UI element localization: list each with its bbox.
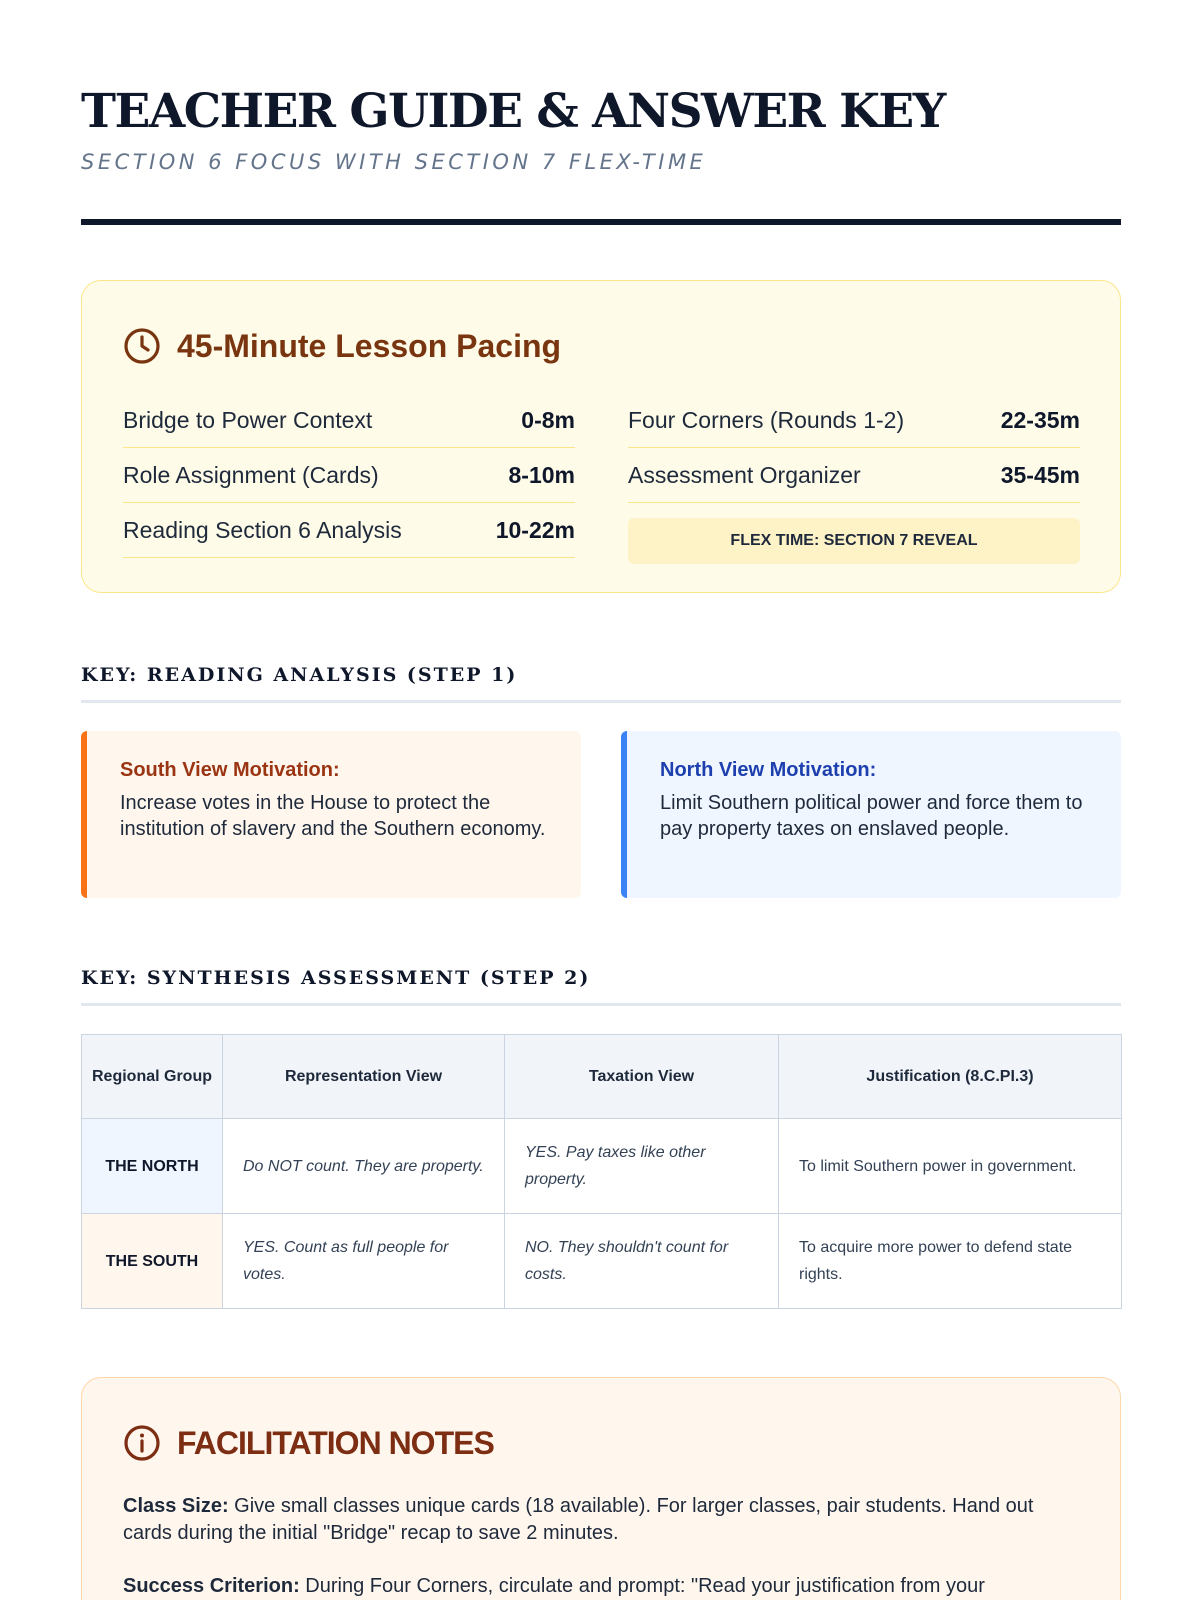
- note-text: During Four Corners, circulate and prompt: "Read your justification from your: [299, 1575, 985, 1597]
- north-motivation-text: Limit Southern political power and force them to pay property taxes on enslaved people.: [660, 792, 1083, 840]
- south-motivation-title: South View Motivation:: [120, 759, 340, 781]
- justification-cell: To limit Southern power in government.: [779, 1119, 1122, 1214]
- table-row: [82, 1119, 1122, 1214]
- notes-header: [123, 1424, 494, 1462]
- pacing-time: 22-35m: [1000, 406, 1080, 433]
- note-label: Success Criterion:: [123, 1575, 300, 1597]
- pacing-row: [123, 393, 575, 448]
- column-header: Taxation View: [505, 1035, 779, 1119]
- facilitation-notes-card: [81, 1377, 1121, 1600]
- column-header: Representation View: [223, 1035, 505, 1119]
- page-subtitle: SECTION 6 FOCUS WITH SECTION 7 FLEX-TIME: [81, 150, 707, 174]
- table-header-row: [82, 1035, 1122, 1119]
- pacing-time: 0-8m: [521, 406, 575, 433]
- section-divider: [81, 700, 1121, 703]
- pacing-row: [628, 393, 1080, 448]
- pacing-time: 10-22m: [495, 516, 575, 543]
- taxation-cell: NO. They shouldn't count for costs.: [505, 1214, 779, 1309]
- representation-cell: Do NOT count. They are property.: [223, 1119, 505, 1214]
- north-motivation-card: [621, 731, 1121, 898]
- justification-cell: To acquire more power to defend state rights.: [779, 1214, 1122, 1309]
- info-icon: [123, 1424, 161, 1462]
- page-title: TEACHER GUIDE & ANSWER KEY: [81, 84, 945, 139]
- clock-icon: [123, 327, 161, 365]
- note-text: Give small classes unique cards (18 available). For larger classes, pair students. Hand out cards during the initial "Bridge" recap to save 2 minutes.: [123, 1495, 1034, 1544]
- pacing-column-right: [628, 393, 1080, 564]
- pacing-row: [628, 448, 1080, 503]
- regional-group-cell: THE SOUTH: [82, 1214, 223, 1309]
- taxation-cell: YES. Pay taxes like other property.: [505, 1119, 779, 1214]
- lesson-pacing-card: [81, 280, 1121, 593]
- column-header: Justification (8.C.PI.3): [779, 1035, 1122, 1119]
- south-motivation-text: Increase votes in the House to protect the institution of slavery and the Southern economy.: [120, 792, 546, 840]
- south-motivation-card: [81, 731, 581, 898]
- flex-time-badge: FLEX TIME: SECTION 7 REVEAL: [628, 518, 1080, 564]
- pacing-activity: Role Assignment (Cards): [123, 461, 379, 488]
- representation-cell: YES. Count as full people for votes.: [223, 1214, 505, 1309]
- column-header: Regional Group: [82, 1035, 223, 1119]
- synthesis-assessment-heading: KEY: SYNTHESIS ASSESSMENT (STEP 2): [81, 967, 591, 989]
- pacing-activity: Four Corners (Rounds 1-2): [628, 406, 905, 433]
- regional-group-cell: THE NORTH: [82, 1119, 223, 1214]
- synthesis-answer-table: [81, 1034, 1122, 1309]
- facilitation-note: [123, 1493, 1083, 1547]
- pacing-time: 35-45m: [1000, 461, 1080, 488]
- note-label: Class Size:: [123, 1495, 229, 1517]
- pacing-activity: Assessment Organizer: [628, 461, 861, 488]
- pacing-column-left: [123, 393, 575, 558]
- pacing-time: 8-10m: [508, 461, 575, 488]
- pacing-activity: Reading Section 6 Analysis: [123, 516, 402, 543]
- reading-analysis-heading: KEY: READING ANALYSIS (STEP 1): [81, 664, 518, 686]
- section-divider: [81, 1003, 1121, 1006]
- title-divider: [81, 219, 1121, 225]
- pacing-title: 45-Minute Lesson Pacing: [177, 327, 562, 364]
- facilitation-note: [123, 1573, 1083, 1600]
- pacing-row: [123, 448, 575, 503]
- table-row: [82, 1214, 1122, 1309]
- pacing-activity: Bridge to Power Context: [123, 406, 373, 433]
- notes-title: FACILITATION NOTES: [177, 1424, 494, 1461]
- pacing-header: [123, 327, 561, 365]
- pacing-row: [123, 503, 575, 558]
- north-motivation-title: North View Motivation:: [660, 759, 877, 781]
